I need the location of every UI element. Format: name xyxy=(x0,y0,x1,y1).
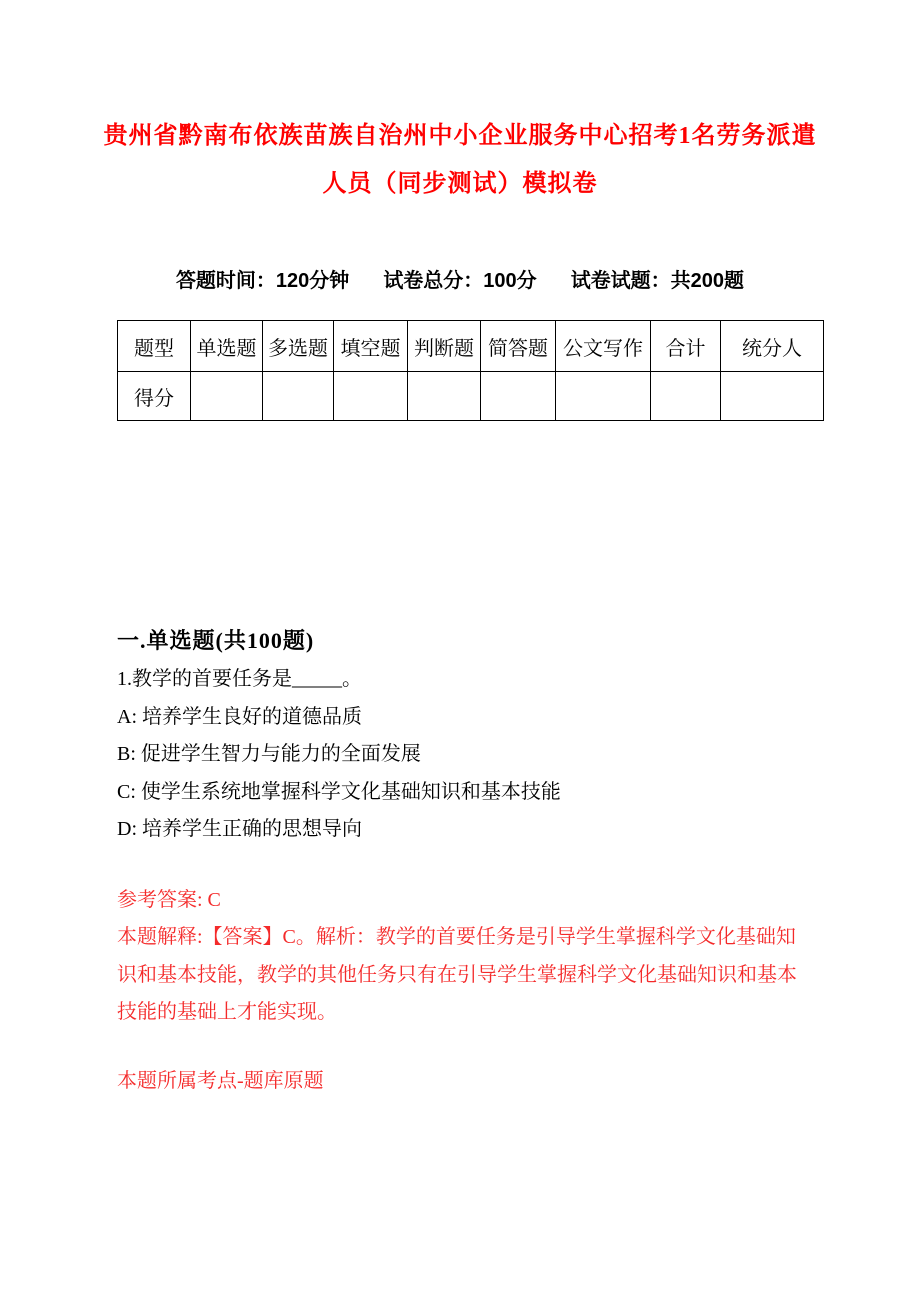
score-table-score-row xyxy=(118,372,824,421)
question-text: 1.教学的首要任务是_____。 xyxy=(117,668,362,690)
score-cell-empty xyxy=(334,372,408,421)
score-row-label: 得分 xyxy=(118,372,191,421)
score-cell-empty xyxy=(481,372,556,421)
section-heading: 一.单选题(共100题) xyxy=(117,628,315,653)
score-cell-empty xyxy=(651,372,721,421)
score-cell-empty xyxy=(263,372,334,421)
score-table-header-cell: 多选题 xyxy=(263,321,334,372)
score-cell-empty xyxy=(556,372,651,421)
exam-title-line-2: 人员（同步测试）模拟卷 xyxy=(322,171,598,197)
option-a: A: 培养学生良好的道德品质 xyxy=(117,705,362,728)
score-table-header-cell: 题型 xyxy=(118,321,191,372)
exam-question-count: 试卷试题：共200题 xyxy=(570,270,745,292)
score-table-header-cell: 单选题 xyxy=(191,321,263,372)
score-table-header-cell: 公文写作 xyxy=(556,321,651,372)
score-cell-empty xyxy=(191,372,263,421)
option-d: D: 培养学生正确的思想导向 xyxy=(117,818,362,840)
option-c: C: 使学生系统地掌握科学文化基础知识和基本技能 xyxy=(117,780,561,803)
question-source: 本题所属考点-题库原题 xyxy=(117,1069,324,1092)
option-b: B: 促进学生智力与能力的全面发展 xyxy=(117,743,421,765)
exam-total-score: 试卷总分：100分 xyxy=(383,270,537,292)
exam-title-line-1: 贵州省黔南布依族苗族自治州中小企业服务中心招考1名劳务派遣 xyxy=(103,123,817,149)
score-cell-empty xyxy=(721,372,824,421)
exam-info xyxy=(0,267,920,295)
score-cell-empty xyxy=(408,372,481,421)
score-table-header-cell: 简答题 xyxy=(481,321,556,372)
answer-explanation: 本题解释:【答案】C。解析：教学的首要任务是引导学生掌握科学文化基础知识和基本技能，教学的其他任务只有在引导学生掌握科学文化基础知识和基本技能的基础上才能实现。 xyxy=(117,926,797,1023)
score-table-header-cell: 判断题 xyxy=(408,321,481,372)
score-table-header-cell: 填空题 xyxy=(334,321,408,372)
score-table xyxy=(117,320,824,421)
reference-answer: 参考答案: C xyxy=(117,888,221,911)
score-table-header-cell: 统分人 xyxy=(721,321,824,372)
exam-duration: 答题时间：120分钟 xyxy=(175,270,350,292)
score-table-header-row xyxy=(118,321,824,372)
question-section xyxy=(117,626,809,1100)
score-table-header-cell: 合计 xyxy=(651,321,721,372)
exam-title xyxy=(0,0,920,208)
